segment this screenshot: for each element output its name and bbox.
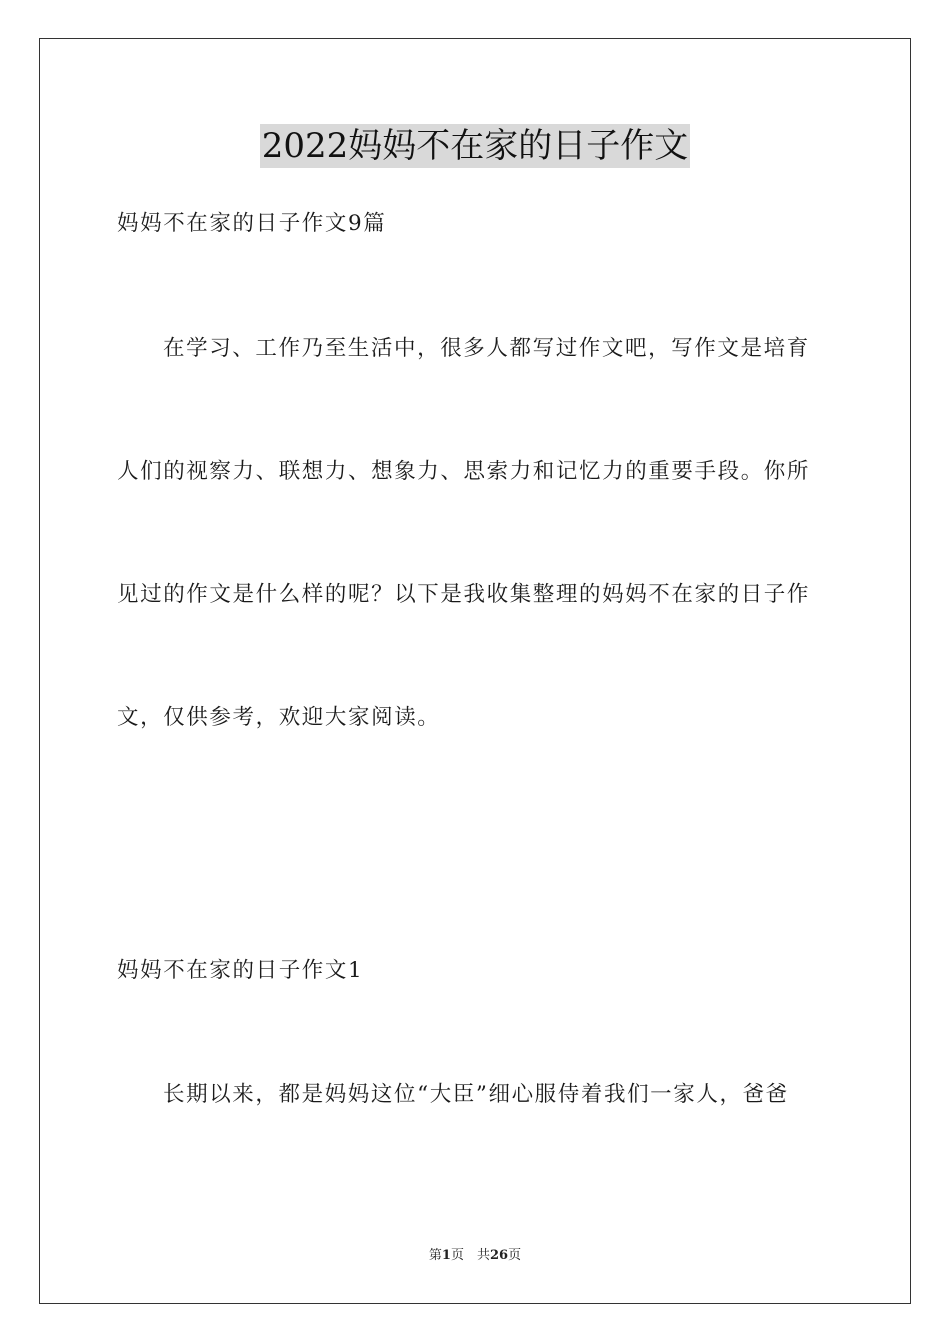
footer-page-mid: 页 共 <box>450 1248 490 1263</box>
section-heading: 妈妈不在家的日子作文1 <box>117 958 364 983</box>
footer-total-pages: 26 <box>489 1248 509 1263</box>
document-title: 2022妈妈不在家的日子作文 <box>261 126 689 166</box>
intro-line-2: 人们的视察力、联想力、想象力、思索力和记忆力的重要手段。你所 <box>117 459 811 484</box>
page-footer <box>0 1247 950 1265</box>
intro-line-1: 在学习、工作乃至生活中，很多人都写过作文吧，写作文是培育 <box>163 336 810 361</box>
footer-current-page: 1 <box>441 1248 451 1263</box>
section-paragraph-line-1: 长期以来，都是妈妈这位“大臣”细心服侍着我们一家人，爸爸 <box>163 1082 789 1107</box>
intro-line-3: 见过的作文是什么样的呢？以下是我收集整理的妈妈不在家的日子作 <box>117 582 811 607</box>
document-subtitle: 妈妈不在家的日子作文9篇 <box>117 211 387 236</box>
footer-page-prefix: 第 <box>428 1248 442 1263</box>
intro-line-4: 文，仅供参考，欢迎大家阅读。 <box>117 705 441 730</box>
footer-page-suffix: 页 <box>508 1248 522 1263</box>
title-container <box>0 124 950 168</box>
